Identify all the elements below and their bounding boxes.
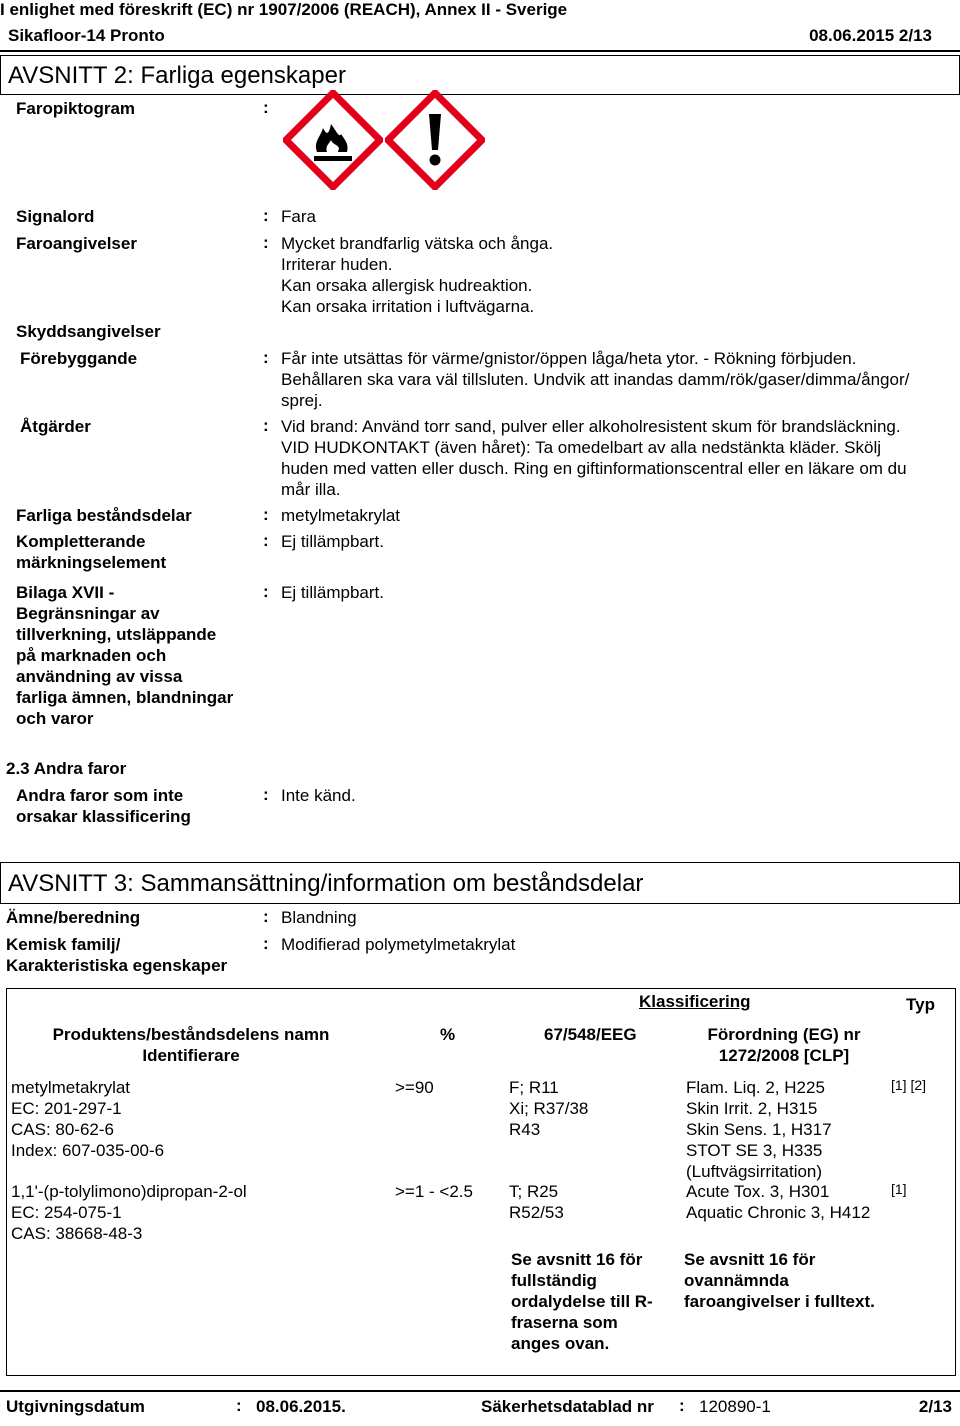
date-page: 08.06.2015 2/13 [809, 26, 932, 45]
row2-name: 1,1'-(p-tolylimono)dipropan-2-ol EC: 254-075-1 CAS: 38668-48-3 [11, 1182, 247, 1243]
percent-header: % [440, 1025, 456, 1044]
row1-eec: F; R11 Xi; R37/38 R43 [509, 1078, 589, 1139]
composition-table [6, 988, 956, 1376]
name-header: Produktens/beståndsdelens namn Identifierare [52, 1025, 330, 1065]
classification-header: Klassificering [639, 992, 751, 1011]
other-hazards-value: Inte känd. [281, 786, 356, 805]
footer-divider [0, 1390, 960, 1392]
issue-date-value: 08.06.2015. [256, 1397, 346, 1416]
colon: : [263, 348, 269, 367]
prevention-label: Förebyggande [20, 349, 138, 368]
flame-pictogram-icon [283, 90, 383, 195]
annex-xvii-label: Bilaga XVII - Begränsningar av tillverkning, utsläppande på marknaden och användning av vissa farliga ämnen, blandningar och varor [16, 583, 234, 728]
substance-label: Ämne/beredning [6, 908, 141, 927]
hazard-statements-label: Faroangivelser [16, 234, 137, 253]
colon: : [679, 1396, 685, 1415]
supplemental-label: Kompletterande märkningselement [16, 532, 167, 572]
section2-title-box [0, 55, 960, 95]
colon: : [263, 505, 269, 524]
eec-header: 67/548/EEG [544, 1025, 637, 1044]
hazard-statements-value: Mycket brandfarlig vätska och ånga. Irriterar huden. Kan orsaka allergisk hudreaktion. Kan orsaka irritation i luftvägarna. [281, 234, 554, 316]
row2-eec: T; R25 R52/53 [509, 1182, 564, 1222]
row1-percent: >=90 [395, 1078, 434, 1097]
regulation-header: I enlighet med föreskrift (EC) nr 1907/2006 (REACH), Annex II - Sverige [0, 0, 568, 19]
row1-clp: Flam. Liq. 2, H225 Skin Irrit. 2, H315 Skin Sens. 1, H317 STOT SE 3, H335 (Luftvägsirritation) [686, 1078, 832, 1181]
hazardous-components-label: Farliga beståndsdelar [16, 506, 192, 525]
other-hazards-label: Andra faror som inte orsakar klassificering [16, 786, 191, 826]
colon: : [263, 582, 269, 601]
colon: : [263, 98, 269, 117]
eec-note: Se avsnitt 16 för fullständig ordalydelse till R- fraserna som anges ovan. [511, 1250, 653, 1353]
type-header: Typ [906, 995, 935, 1014]
colon: : [263, 233, 269, 252]
supplemental-value: Ej tillämpbart. [281, 532, 384, 551]
precautionary-label: Skyddsangivelser [16, 322, 161, 341]
chemical-family-label: Kemisk familj/ Karakteristiska egenskaper [6, 935, 228, 975]
product-name: Sikafloor-14 Pronto [8, 26, 165, 45]
colon: : [263, 785, 269, 804]
sds-number-value: 120890-1 [699, 1397, 771, 1416]
sds-number-label: Säkerhetsdatablad nr [481, 1397, 654, 1416]
response-value: Vid brand: Använd torr sand, pulver eller alkoholresistent skum för brandsläckning. VID HUDKONTAKT (även håret): Ta omedelbart av alla nedstänkta kläder. Skölj huden med vatten eller dusch. Ring en giftinformationscentral eller en läkare om du mår illa. [281, 417, 907, 499]
row1-name: metylmetakrylat EC: 201-297-1 CAS: 80-62-6 Index: 607-035-00-6 [11, 1078, 165, 1160]
row1-type: [1] [2] [891, 1077, 927, 1093]
colon: : [263, 934, 269, 953]
colon: : [263, 531, 269, 550]
exclamation-pictogram-icon [385, 90, 485, 195]
prevention-value: Får inte utsättas för värme/gnistor/öppen låga/heta ytor. - Rökning förbjuden. Behållaren ska vara väl tillsluten. Undvik att inandas damm/rök/gaser/dimma/ångor/ sprej. [281, 349, 910, 410]
row2-clp: Acute Tox. 3, H301 Aquatic Chronic 3, H412 [686, 1182, 871, 1222]
hazardous-components-value: metylmetakrylat [281, 506, 401, 525]
row2-percent: >=1 - <2.5 [395, 1182, 473, 1201]
colon: : [263, 907, 269, 926]
footer-page: 2/13 [918, 1397, 952, 1416]
substance-value: Blandning [281, 908, 357, 927]
other-hazards-title: 2.3 Andra faror [6, 759, 127, 778]
colon: : [263, 206, 269, 225]
colon: : [263, 416, 269, 435]
clp-note: Se avsnitt 16 för ovannämnda faroangivelser i fulltext. [684, 1250, 875, 1311]
signal-word-label: Signalord [16, 207, 95, 226]
clp-header: Förordning (EG) nr 1272/2008 [CLP] [707, 1025, 861, 1065]
chemical-family-value: Modifierad polymetylmetakrylat [281, 935, 516, 954]
response-label: Åtgärder [20, 417, 91, 436]
colon: : [236, 1396, 242, 1415]
row2-type: [1] [891, 1181, 907, 1197]
annex-xvii-value: Ej tillämpbart. [281, 583, 384, 602]
pictogram-label: Faropiktogram [16, 99, 136, 118]
section2-title: AVSNITT 2: Farliga egenskaper [8, 62, 346, 89]
section3-title-box [0, 862, 960, 904]
header-divider [0, 50, 960, 52]
issue-date-label: Utgivningsdatum [6, 1397, 145, 1416]
section3-title: AVSNITT 3: Sammansättning/information om beståndsdelar [8, 870, 644, 897]
signal-word-value: Fara [281, 207, 316, 226]
